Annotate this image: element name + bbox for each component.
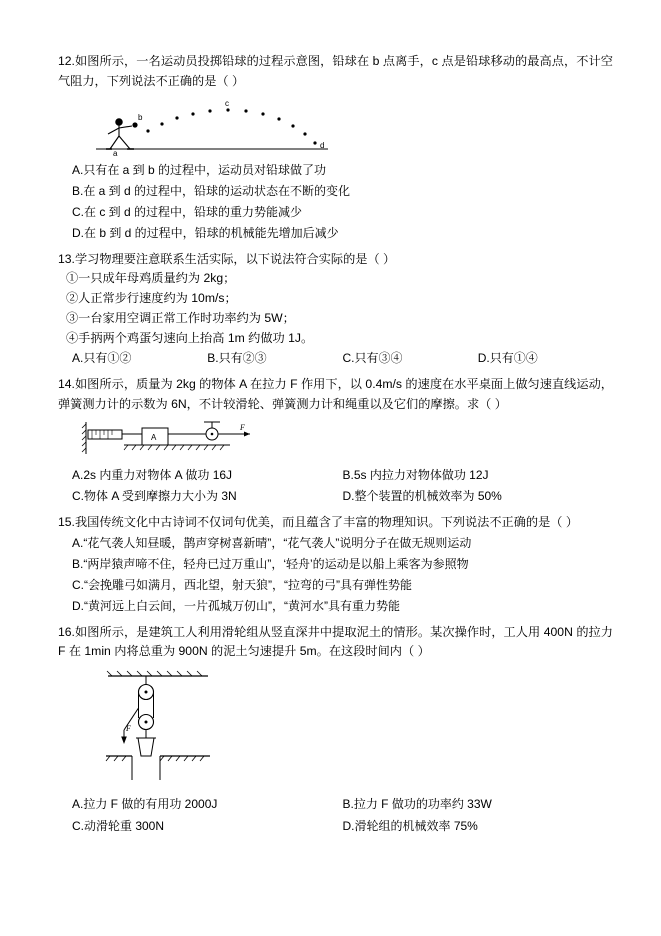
option-D: D.在 b 到 d 的过程中，铅球的机械能先增加后减少 xyxy=(72,225,339,240)
option-D: D.滑轮组的机械效率 75% xyxy=(342,818,478,833)
option-C: C.在 c 到 d 的过程中，铅球的重力势能减少 xyxy=(72,204,303,219)
question-13-subitem-1: ①一只成年母鸡质量约为 2kg； xyxy=(66,271,236,286)
pulley-system-well-diagram xyxy=(98,668,613,788)
question-13-options xyxy=(58,348,613,369)
question-13-subitem-2: ②人正常步行速度约为 10m/s； xyxy=(66,291,237,306)
option-D: D.只有①④ xyxy=(477,351,538,366)
svg-text:F: F xyxy=(126,724,131,734)
question-13-stem: 13.学习物理要注意联系生活实际，以下说法符合实际的是（ ） xyxy=(58,251,396,266)
question-15 xyxy=(58,513,613,617)
option-A: A.“花气袭人知昼暖，鹊声穿树喜新晴”，“花气袭人”说明分子在做无规则运动 xyxy=(72,535,472,550)
question-13-subitem-3: ③一台家用空调正常工作时功率约为 5W； xyxy=(66,310,295,325)
question-14 xyxy=(58,375,613,507)
question-16-stem: 16.如图所示，是建筑工人利用滑轮组从竖直深井中提取泥土的情形。某次操作时，工人用 400N 的拉力 F 在 1min 内将总重为 900N 的泥土匀速提升 5m。在这段时间内（ ） xyxy=(58,624,613,659)
svg-text:a: a xyxy=(113,148,118,156)
shot-put-trajectory-diagram xyxy=(88,98,613,156)
option-C: C.“会挽雕弓如满月，西北望，射天狼”，“拉弯的弓”具有弹性势能 xyxy=(72,577,412,592)
svg-text:d: d xyxy=(320,140,325,150)
option-B: B.“两岸猿声啼不住，轻舟已过万重山”，‘轻舟’的运动是以船上乘客为参照物 xyxy=(72,556,469,571)
option-C: C.动滑轮重 300N xyxy=(72,818,165,833)
question-14-stem: 14.如图所示，质量为 2kg 的物体 A 在拉力 F 作用下，以 0.4m/s 的速度在水平桌面上做匀速直线运动，弹簧测力计的示数为 6N，不计较滑轮、弹簧测力计和绳重以及它们的摩擦。求（ ） xyxy=(58,377,613,412)
svg-text:F: F xyxy=(240,422,245,432)
question-13 xyxy=(58,250,613,370)
pulley-spring-scale-diagram xyxy=(80,420,613,462)
option-B: B.在 a 到 d 的过程中，铅球的运动状态在不断的变化 xyxy=(72,183,351,198)
svg-text:A: A xyxy=(151,432,157,442)
option-B: B.拉力 F 做功的功率约 33W xyxy=(342,797,492,812)
svg-text:b: b xyxy=(138,112,143,122)
option-D: D.整个装置的机械效率为 50% xyxy=(342,488,502,503)
svg-text:c: c xyxy=(225,98,229,108)
question-15-stem: 15.我国传统文化中古诗词不仅词句优美，而且蕴含了丰富的物理知识。下列说法不正确的是（ ） xyxy=(58,514,579,529)
question-13-subitem-4: ④手抦两个鸡蛋匀速向上抬高 1m 约做功 1J。 xyxy=(66,330,314,345)
question-12-options xyxy=(58,160,613,244)
question-16-options xyxy=(58,794,613,837)
option-A: A.拉力 F 做的有用功 2000J xyxy=(72,797,218,812)
option-C: C.物体 A 受到摩擦力大小为 3N xyxy=(72,488,237,503)
question-15-options xyxy=(58,533,613,617)
option-D: D.“黄河远上白云间，一片孤城万仞山”，“黄河水”具有重力势能 xyxy=(72,598,400,613)
question-16 xyxy=(58,623,613,837)
option-B: B.只有②③ xyxy=(207,351,267,366)
question-12-stem: 12.如图所示，一名运动员投掷铅球的过程示意图，铅球在 b 点离手，c 点是铅球移动的最高点，不计空气阻力，下列说法不正确的是（ ） xyxy=(58,54,613,88)
option-A: A.只有①② xyxy=(72,351,132,366)
question-14-options xyxy=(58,465,613,507)
option-B: B.5s 内拉力对物体做功 12J xyxy=(342,467,489,482)
option-A: A.只有在 a 到 b 的过程中，运动员对铅球做了功 xyxy=(72,162,327,177)
question-12 xyxy=(58,52,613,244)
option-A: A.2s 内重力对物体 A 做功 16J xyxy=(72,467,233,482)
option-C: C.只有③④ xyxy=(342,351,403,366)
